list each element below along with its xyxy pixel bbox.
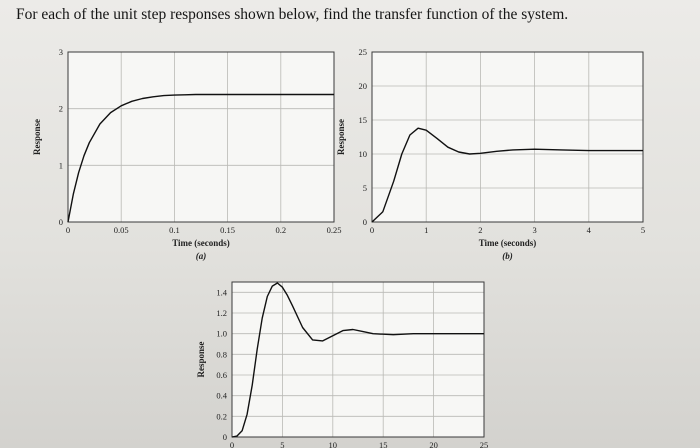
x-axis-label-a: Time (seconds) [172,238,230,248]
x-tick-label-a: 0.15 [220,225,236,235]
question-text: For each of the unit step responses shown below, find the transfer function of the system. [16,6,569,23]
caption-b: (b) [502,251,513,261]
y-tick-label-b: 25 [358,47,367,57]
y-tick-label-b: 15 [358,115,367,125]
y-tick-label-c: 1.4 [216,287,227,298]
y-axis-label-c: Response [196,341,206,378]
x-tick-label-a: 0.05 [113,225,129,235]
y-tick-label-b: 0 [362,217,367,227]
x-tick-label-a: 0.2 [275,225,287,235]
plot-area-c [232,282,484,437]
x-tick-label-c: 0 [229,440,235,448]
x-tick-label-b: 5 [640,225,646,235]
plot-b [336,47,645,261]
x-tick-label-c: 10 [328,440,338,448]
plot-area-a [68,52,334,222]
x-tick-label-b: 1 [424,225,429,235]
y-tick-label-c: 0.8 [216,349,227,360]
y-tick-label-c: 1.2 [216,308,227,318]
y-axis-label-b: Response [336,118,346,156]
plot-c [196,282,488,448]
y-axis-label-a: Response [32,118,42,156]
plot-a [32,47,341,261]
y-tick-label-c: 1.0 [216,328,227,339]
y-tick-label-c: 0 [222,432,227,442]
caption-a: (a) [195,251,207,261]
x-tick-label-a: 0.1 [169,225,180,235]
y-tick-label-a: 3 [58,47,63,57]
y-tick-label-a: 1 [58,160,63,171]
x-tick-label-b: 4 [586,225,591,235]
x-tick-label-a: 0 [65,225,71,235]
y-tick-label-c: 0.4 [216,390,227,401]
x-tick-label-c: 20 [429,440,438,448]
x-tick-label-b: 3 [532,225,537,235]
y-tick-label-c: 0.2 [216,411,227,422]
x-tick-label-b: 0 [369,225,375,235]
y-tick-label-c: 0.6 [216,370,227,380]
plot-area-b [372,52,643,222]
x-tick-label-c: 15 [378,440,388,448]
x-tick-label-b: 2 [478,225,483,235]
x-tick-label-c: 5 [280,440,285,448]
x-tick-label-c: 25 [479,440,489,448]
y-tick-label-b: 5 [362,183,367,193]
x-axis-label-b: Time (seconds) [478,238,537,248]
y-tick-label-b: 20 [358,81,367,91]
y-tick-label-b: 10 [358,149,367,159]
x-tick-label-a: 0.25 [326,225,342,235]
y-tick-label-a: 2 [58,103,63,114]
y-tick-label-a: 0 [58,217,63,227]
